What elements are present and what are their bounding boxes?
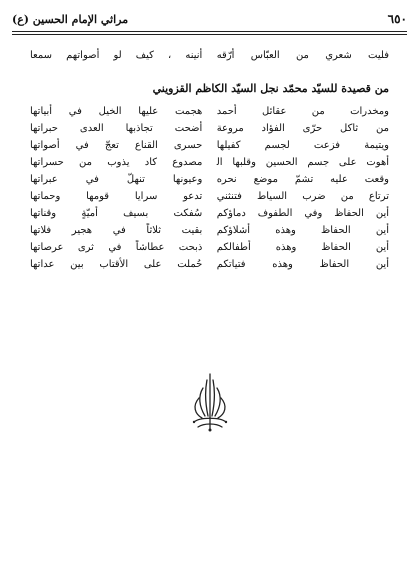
header-rule-thin <box>12 34 407 35</box>
verse-second-hemistich: حُملت على الأقتاب بين عداتها <box>30 259 203 270</box>
verse-row <box>30 206 389 222</box>
verse-second-hemistich: سُفكت بسيف أميّةٍ وقناتها <box>30 208 203 219</box>
verse-first-hemistich: ويتيمة فزعت لجسم كفيلها <box>216 140 389 151</box>
verse-first-hemistich: وقعت عليه تشمّ موضع نحره <box>216 174 389 185</box>
verse-first-hemistich: أين الحفاظ وهذه أشلاؤكم <box>216 225 389 236</box>
verse-second-hemistich: حسرى القناع تعجّ في أصواتها <box>30 140 203 151</box>
verse-second-hemistich: تدعو سرايا قومها وحماتها <box>30 191 203 202</box>
verse-row <box>30 155 389 171</box>
verse-row <box>30 138 389 154</box>
verse-row <box>30 257 389 273</box>
verse-second-hemistich: مصدوع كاد يذوب من حسراتها <box>30 157 203 168</box>
page-number: ٦٥٠ <box>387 12 407 26</box>
verse-row <box>30 172 389 188</box>
verse-first-hemistich: ترتاع من ضرب السياط فتنثني <box>216 191 389 202</box>
verse-second-hemistich: بقيت ثلاثاً في هجير فلاتها <box>30 225 203 236</box>
verse-first-hemistich: أين الحفاظ وهذه أطفالكم <box>216 242 389 253</box>
poem-title: من قصيدة للسيّد محمّد نجل السيّد الكاظم القزويني <box>152 82 389 95</box>
intro-verse-first-hemistich: فليت شعري من العبّاس أرّقه <box>216 50 389 61</box>
verse-row <box>30 240 389 256</box>
verse-first-hemistich: أين الحفاظ وفي الطفوف دماؤكم <box>216 208 389 219</box>
verse-first-hemistich: أين الحفاظ وهذه فتياتكم <box>216 259 389 270</box>
verse-row <box>30 223 389 239</box>
verse-second-hemistich: أضحت تجاذبها العدى حبراتها <box>30 123 203 134</box>
verse-first-hemistich: أهوت على جسم الحسين وقلبها ال‍ <box>216 157 389 168</box>
verse-row <box>30 189 389 205</box>
verse-first-hemistich: ومخدرات من عقائل أحمد <box>216 106 389 117</box>
intro-verse-second-hemistich: أنينه ، كيف لو أصواتهم سمعا <box>30 50 203 61</box>
verse-row <box>30 121 389 137</box>
verse-second-hemistich: ذبحت عطاشاً في ثرى عرصاتها <box>30 242 203 253</box>
verse-second-hemistich: هجمت عليها الخيل في أبياتها <box>30 106 203 117</box>
verse-first-hemistich: من ثاكل حرّى الفؤاد مروعة <box>216 123 389 134</box>
verse-second-hemistich: وعيونها تنهلّ في عبراتها <box>30 174 203 185</box>
header-rule <box>12 31 407 32</box>
verse-row <box>30 104 389 120</box>
intro-verse <box>30 48 389 64</box>
running-title: مراثي الإمام الحسين (ع) <box>12 12 129 26</box>
fleuron-ornament-icon <box>186 372 234 432</box>
page-header <box>12 10 407 28</box>
